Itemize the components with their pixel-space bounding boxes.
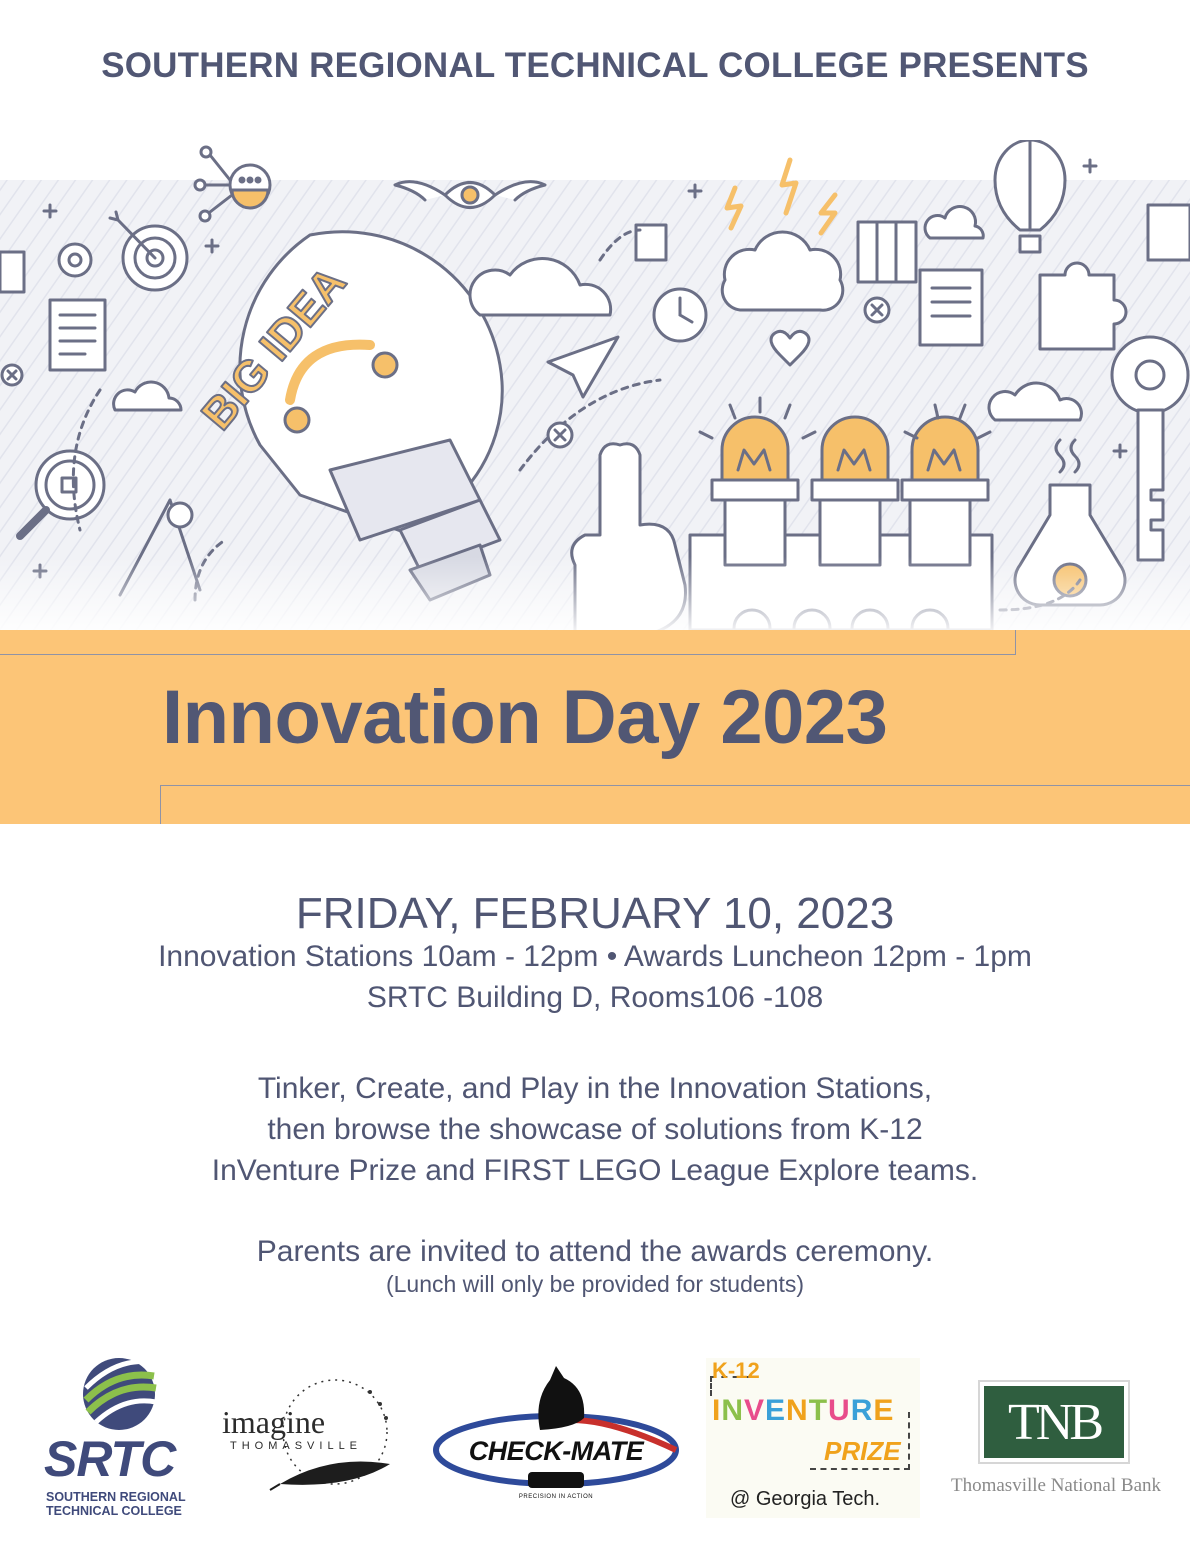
description-line-1: Tinker, Create, and Play in the Innovation Stations,: [257, 1072, 933, 1105]
description-line-3: InVenture Prize and FIRST LEGO League Explore teams.: [211, 1154, 979, 1187]
event-title: Innovation Day 2023: [162, 675, 888, 760]
banner-rule-top: [0, 654, 1016, 655]
tnb-name: Thomasville National Bank: [950, 1475, 1161, 1496]
banner-rule-bottom: [160, 785, 1190, 786]
description-line-2: then browse the showcase of solutions from K-12: [267, 1113, 923, 1146]
check-mate-logo: [432, 1364, 680, 1514]
sponsor-logos: [0, 1350, 1190, 1520]
inventure-school: @ Georgia Tech.: [730, 1488, 881, 1510]
parents-invitation: Parents are invited to attend the awards ceremony.: [256, 1235, 934, 1268]
event-title-banner: [0, 630, 1190, 824]
imagine-thomasville-logo: [220, 1374, 410, 1514]
inventure-k12-label: K-12: [712, 1358, 760, 1383]
srtc-globe-icon: [44, 1354, 194, 1434]
srtc-logo: [44, 1354, 194, 1518]
inventure-prize-logo: [706, 1358, 920, 1518]
inventure-wordmark: INVENTURE: [712, 1394, 895, 1427]
inventure-prize-label: PRIZE: [824, 1436, 901, 1466]
banner-rule-top-corner: [1015, 630, 1016, 655]
event-date: FRIDAY, FEBRUARY 10, 2023: [295, 889, 895, 938]
presenter-heading: SOUTHERN REGIONAL TECHNICAL COLLEGE PRESENTS: [101, 46, 1089, 85]
tnb-emblem: [978, 1380, 1130, 1464]
imagine-subtitle: THOMASVILLE: [230, 1440, 363, 1452]
lunch-note: (Lunch will only be provided for students): [385, 1271, 805, 1297]
big-idea-illustration: [0, 140, 1190, 630]
event-location: SRTC Building D, Rooms106 -108: [366, 981, 824, 1014]
tnb-letters: TNB: [1008, 1393, 1100, 1451]
thomasville-national-bank-logo: [946, 1380, 1166, 1500]
srtc-subtitle-line-1: SOUTHERN REGIONAL: [46, 1490, 186, 1504]
check-mate-tagline: PRECISION IN ACTION: [518, 1494, 594, 1500]
banner-rule-bottom-corner: [160, 785, 161, 824]
imagine-wordmark: imagine: [222, 1404, 326, 1440]
event-schedule: Innovation Stations 10am - 12pm • Awards Luncheon 12pm - 1pm: [158, 940, 1032, 973]
srtc-subtitle-line-2: TECHNICAL COLLEGE: [46, 1504, 182, 1518]
check-mate-wordmark: CHECK-MATE: [468, 1436, 644, 1466]
srtc-wordmark: SRTC: [44, 1431, 176, 1487]
